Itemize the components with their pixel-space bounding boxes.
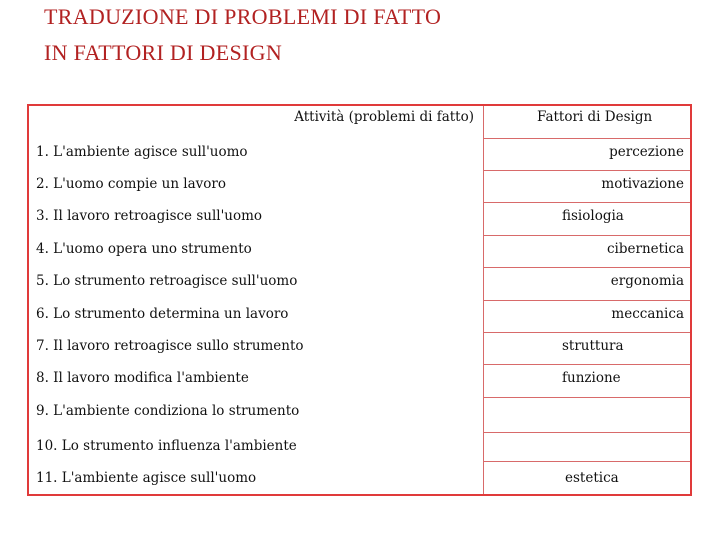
activity-cell: 9. L'ambiente condiziona lo strumento (36, 403, 300, 419)
header-design-factors: Fattori di Design (537, 109, 653, 125)
row-divider (483, 432, 690, 433)
factor-cell: percezione (609, 144, 684, 160)
row-divider (483, 267, 690, 268)
factor-cell: meccanica (611, 306, 684, 322)
page-title-line-1: TRADUZIONE DI PROBLEMI DI FATTO (44, 4, 442, 29)
row-divider (483, 170, 690, 171)
row-divider (483, 332, 690, 333)
activity-cell: 7. Il lavoro retroagisce sullo strumento (36, 338, 304, 354)
factor-cell: struttura (562, 338, 624, 354)
row-divider (483, 235, 690, 236)
factor-cell: estetica (565, 470, 619, 486)
row-divider (483, 138, 690, 139)
activity-cell: 6. Lo strumento determina un lavoro (36, 306, 289, 322)
translation-table (27, 104, 692, 496)
activity-cell: 4. L'uomo opera uno strumento (36, 241, 252, 257)
factor-cell: cibernetica (607, 241, 684, 257)
row-divider (483, 461, 690, 462)
row-divider (483, 202, 690, 203)
header-activities: Attività (problemi di fatto) (294, 109, 474, 125)
factor-cell: ergonomia (610, 273, 684, 289)
row-divider (483, 364, 690, 365)
row-divider (483, 300, 690, 301)
activity-cell: 10. Lo strumento influenza l'ambiente (36, 438, 297, 454)
activity-cell: 11. L'ambiente agisce sull'uomo (36, 470, 257, 486)
row-divider (483, 397, 690, 398)
factor-cell: funzione (562, 370, 621, 386)
activity-cell: 3. Il lavoro retroagisce sull'uomo (36, 208, 263, 224)
activity-cell: 8. Il lavoro modifica l'ambiente (36, 370, 249, 386)
page-title-line-2: IN FATTORI DI DESIGN (44, 40, 283, 65)
activity-cell: 1. L'ambiente agisce sull'uomo (36, 144, 248, 160)
factor-cell: motivazione (601, 176, 684, 192)
factor-cell: fisiologia (562, 208, 624, 224)
activity-cell: 2. L'uomo compie un lavoro (36, 176, 227, 192)
activity-cell: 5. Lo strumento retroagisce sull'uomo (36, 273, 298, 289)
